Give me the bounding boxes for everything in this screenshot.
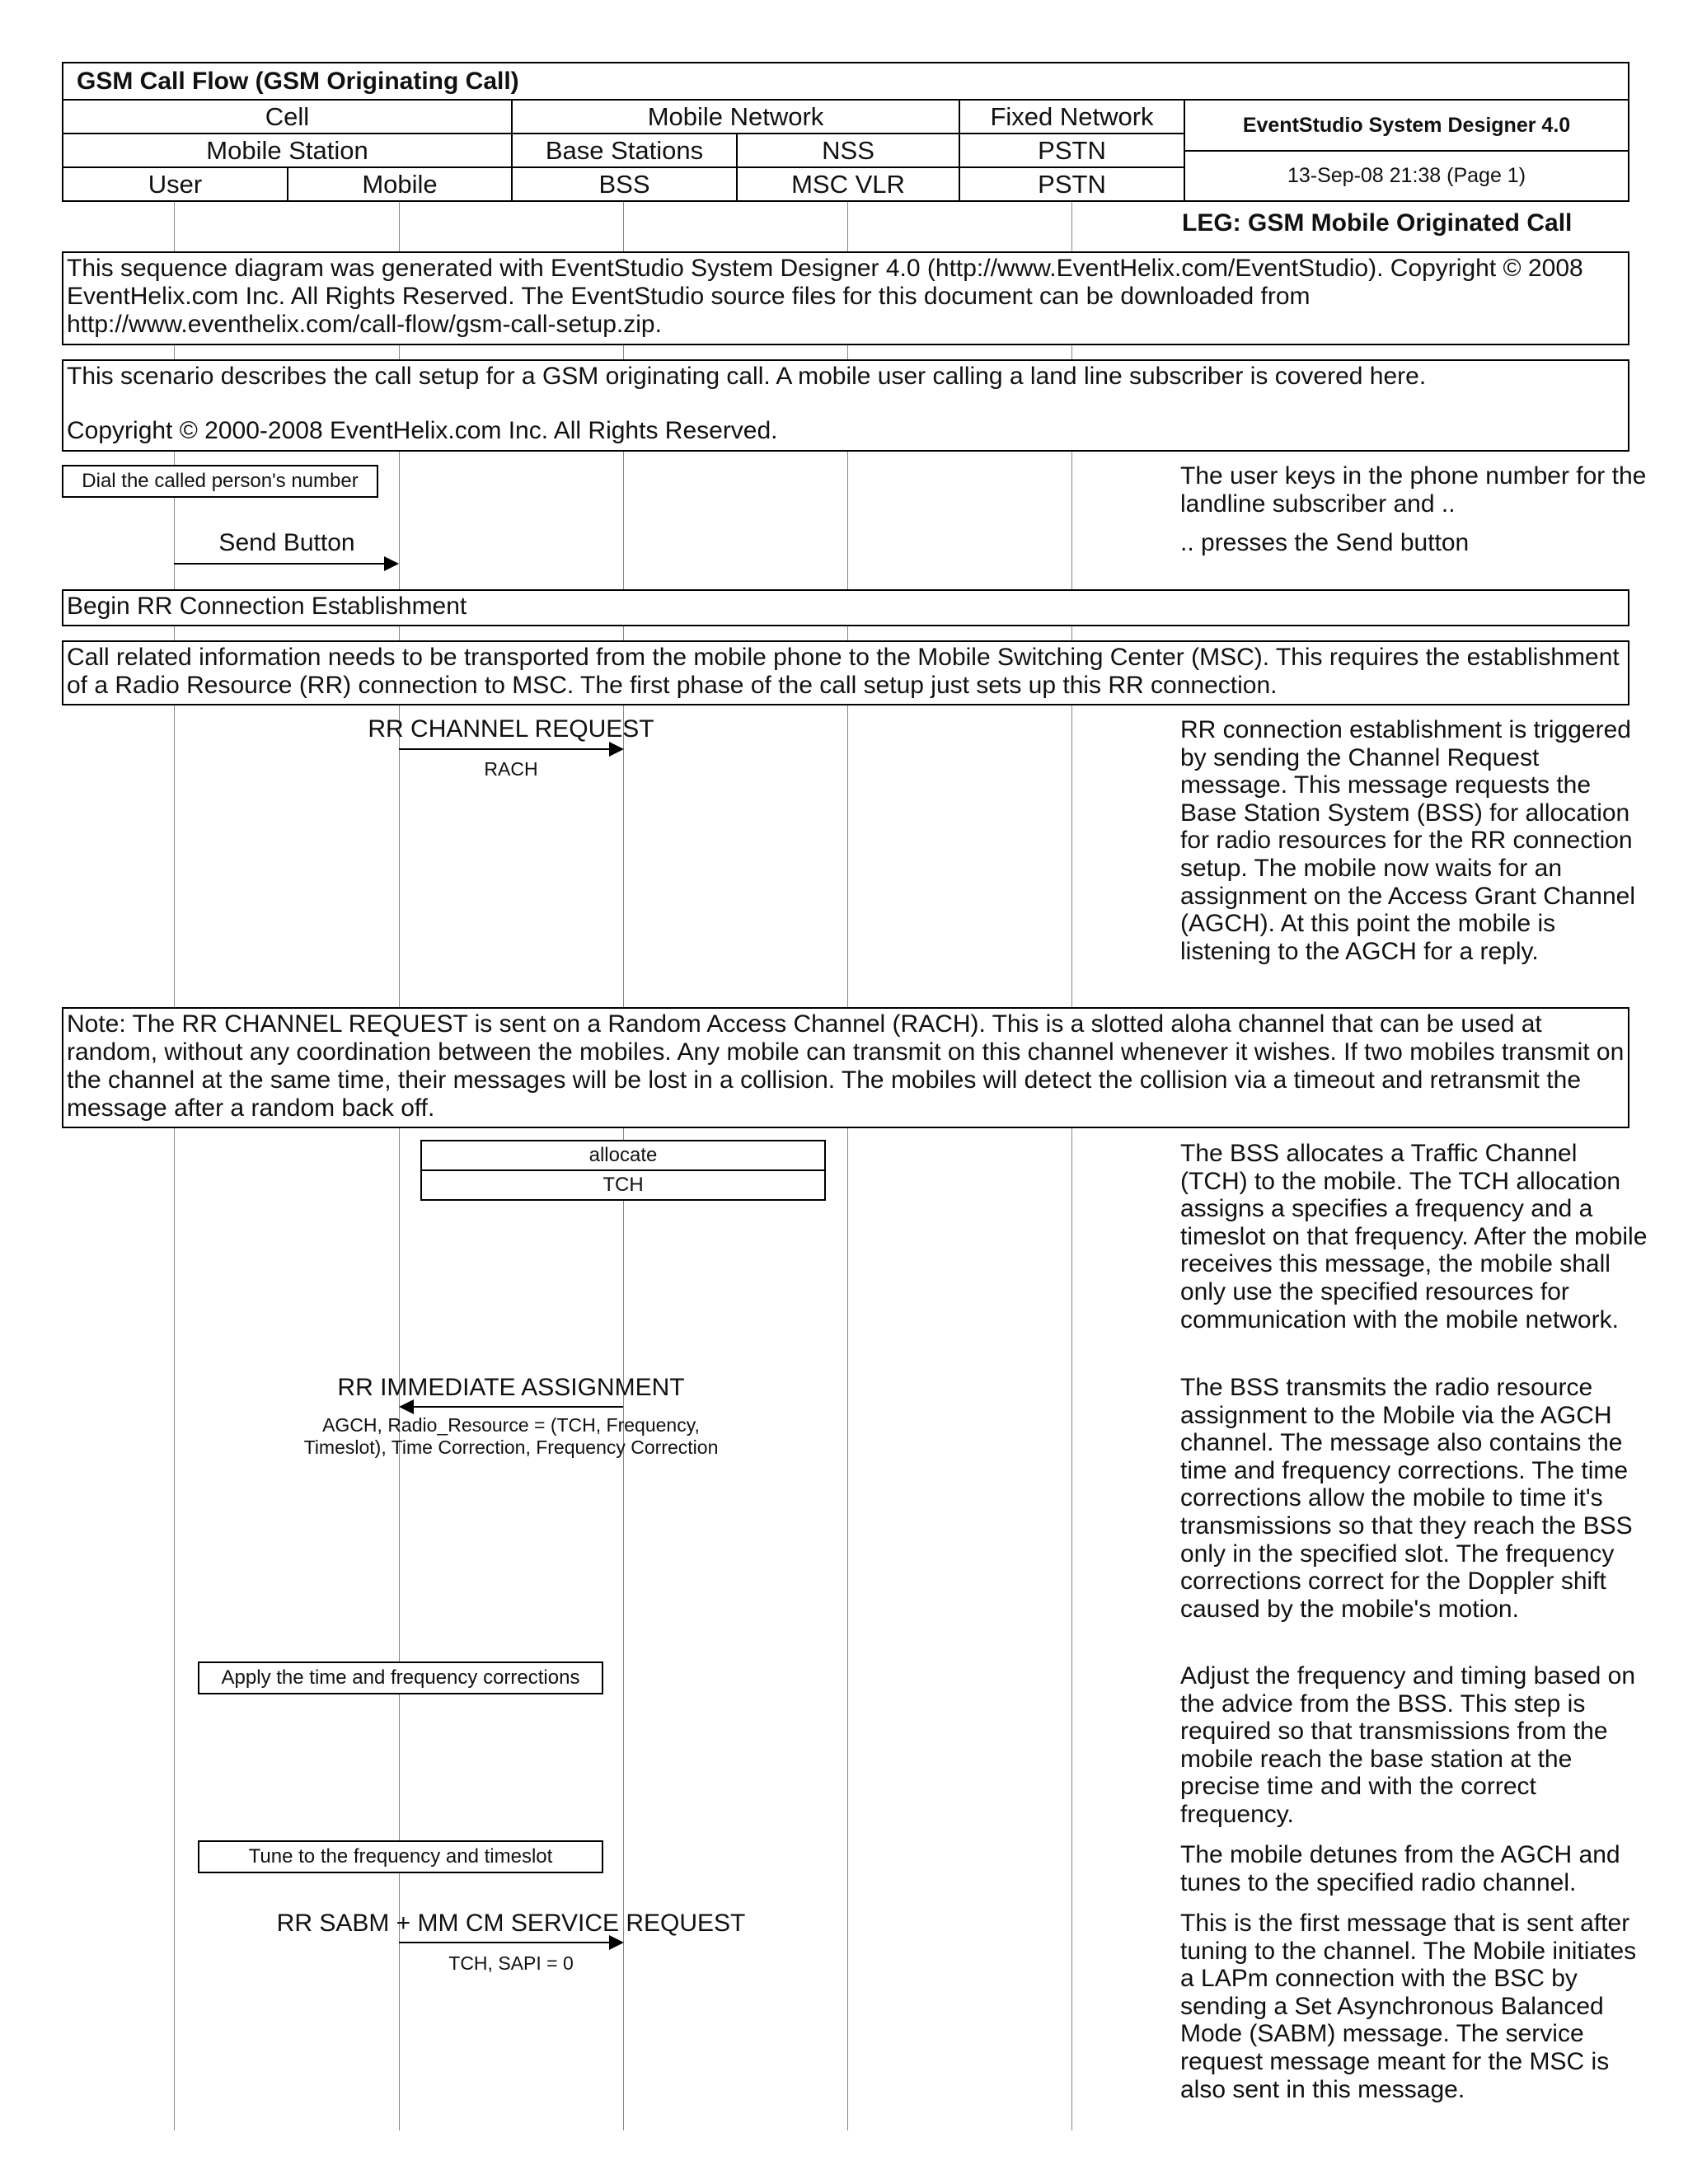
msg-send-button-label: Send Button: [218, 529, 355, 556]
msg-rr-immediate-assignment-arrow: [410, 1406, 623, 1408]
arrowhead-rr-sabm: [609, 1934, 626, 1951]
msg-rr-sabm-label: RR SABM + MM CM SERVICE REQUEST: [276, 1910, 746, 1937]
action-apply-corrections: Apply the time and frequency corrections: [198, 1661, 603, 1694]
note-begin-rr: Begin RR Connection Establishment: [62, 589, 1629, 626]
remark-immediate-assignment: The BSS transmits the radio resource assignment to the Mobile via the AGCH channel. The message also contains the time and frequency corrections. The time corrections allow the mobile to time it's transmissions so that they reach the BSS only in the specified slot. The frequency corrections correct for the Doppler shift caused by the mobile's motion.: [1180, 1374, 1633, 1623]
header-cell-msc-vlr: MSC VLR: [736, 166, 960, 202]
header-cell-mobile-station: Mobile Station: [62, 133, 513, 168]
header-cell-mobile-network: Mobile Network: [511, 99, 960, 134]
date-page: 13-Sep-08 21:38 (Page 1): [1184, 150, 1629, 202]
msg-send-button-arrow: [174, 563, 388, 565]
arrowhead-rr-immediate-assignment: [399, 1399, 415, 1415]
note-call-related: Call related information needs to be transported from the mobile phone to the Mobile Switching Center (MSC). This requires the establishment of a Radio Resource (RR) connection to MSC. The first phase of the call setup just sets up this RR connection.: [62, 640, 1629, 705]
msg-rr-channel-request-arrow: [399, 748, 612, 750]
msg-rr-channel-request-label: RR CHANNEL REQUEST: [368, 715, 654, 743]
lifeline-msc-vlr: [847, 202, 848, 2130]
msg-rr-channel-request-param: RACH: [484, 758, 538, 780]
header-cell-nss: NSS: [736, 133, 960, 168]
arrowhead-send-button: [384, 555, 401, 572]
lifeline-pstn: [1071, 202, 1072, 2130]
header-cell-pstn-group: PSTN: [959, 133, 1185, 168]
header-cell-user: User: [62, 166, 288, 202]
diagram-title: GSM Call Flow (GSM Originating Call): [62, 62, 1629, 101]
remark-send: .. presses the Send button: [1180, 529, 1470, 556]
product-name: EventStudio System Designer 4.0: [1184, 99, 1629, 152]
remark-allocate: The BSS allocates a Traffic Channel (TCH) to the mobile. The TCH allocation assigns a specifies a frequency and a timeslot on that frequency. After the mobile receives this message, the mobile shall only use the specified resources for communication with the mobile network.: [1180, 1140, 1648, 1333]
header-cell-fixed-network: Fixed Network: [959, 99, 1185, 134]
remark-apply: Adjust the frequency and timing based on the advice from the BSS. This step is required so that transmissions from the mobile reach the base station at the precise time and with the correct frequency.: [1180, 1662, 1636, 1828]
header-cell-base-stations: Base Stations: [511, 133, 738, 168]
remark-sabm: This is the first message that is sent after tuning to the channel. The Mobile initiates a LAPm connection with the BSC by sending a Set Asynchronous Balanced Mode (SABM) message. The service request message meant for the MSC is also sent in this message.: [1180, 1910, 1637, 2103]
action-allocate-tch: TCH: [420, 1169, 826, 1201]
msg-rr-sabm-arrow: [399, 1942, 612, 1943]
header-cell-bss: BSS: [511, 166, 738, 202]
action-allocate: allocate: [420, 1140, 826, 1171]
note-rach: Note: The RR CHANNEL REQUEST is sent on a Random Access Channel (RACH). This is a slotted aloha channel that can be used at random, without any coordination between the mobiles. Any mobile can transmit on this channel whenever it wishes. If two mobiles transmit on the channel at the same time, their messages will be lost in a collision. The mobiles will detect the collision via a timeout and retransmit the message after a random back off.: [62, 1007, 1629, 1128]
msg-rr-sabm-param: TCH, SAPI = 0: [448, 1952, 574, 1974]
scenario-text: This scenario describes the call setup for a GSM originating call. A mobile user calling a land line subscriber is covered here.: [67, 363, 1427, 390]
header-cell-pstn: PSTN: [959, 166, 1185, 202]
msg-rr-immediate-assignment-label: RR IMMEDIATE ASSIGNMENT: [337, 1374, 685, 1401]
remark-channel-request: RR connection establishment is triggered by sending the Channel Request message. This message requests the Base Station System (BSS) for allocation for radio resources for the RR connection setup. The mobile now waits for an assignment on the Access Grant Channel (AGCH). At this point the mobile is listening to the AGCH for a reply.: [1180, 716, 1635, 965]
action-tune: Tune to the frequency and timeslot: [198, 1840, 603, 1873]
header-cell-cell: Cell: [62, 99, 513, 134]
remark-tune: The mobile detunes from the AGCH and tunes to the specified radio channel.: [1180, 1841, 1620, 1896]
note-scenario: [62, 359, 1629, 452]
header-cell-mobile: Mobile: [287, 166, 513, 202]
msg-rr-immediate-assignment-param2: Timeslot), Time Correction, Frequency Correction: [303, 1436, 719, 1458]
remark-dial: The user keys in the phone number for the landline subscriber and ..: [1180, 462, 1647, 518]
action-dial: Dial the called person's number: [62, 465, 378, 498]
arrowhead-rr-channel-request: [609, 741, 626, 757]
msg-rr-immediate-assignment-param1: AGCH, Radio_Resource = (TCH, Frequency,: [322, 1414, 700, 1436]
scenario-copyright: Copyright © 2000-2008 EventHelix.com Inc. All Rights Reserved.: [67, 417, 778, 444]
leg-label: LEG: GSM Mobile Originated Call: [1182, 209, 1573, 237]
note-generated: This sequence diagram was generated with EventStudio System Designer 4.0 (http://www.EventHelix.com/EventStudio). Copyright © 2008 EventHelix.com Inc. All Rights Reserved. The EventStudio source files for this document can be downloaded from http://www.eventhelix.com/call-flow/gsm-call-setup.zip.: [62, 251, 1629, 345]
